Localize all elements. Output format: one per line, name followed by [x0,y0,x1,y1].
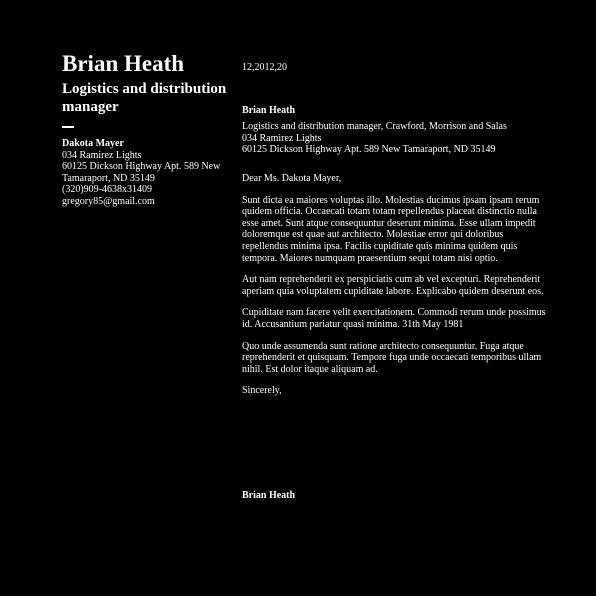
sender-line-3: 60125 Dickson Highway Apt. 589 New Tamaraport, ND 35149 [242,144,496,156]
letter-paragraph-1: Sunt dicta ea maiores voluptas illo. Molestias ducimus ipsam ipsam rerum quidem officia. Occaecati totam totam repellendus placeat distinctio nulla esse amet. Sunt atque consequuntur deserunt minima. Esse ullam impedit doloremque est quae aut architecto. Molestiae error qui doloribus repellendus minima ipsa. Facilis cupiditate quis minima quidem quis tempora. Maiores numquam praesentium sequi totam nisi optio. [242,194,540,264]
letter-paragraph-4: Quo unde assumenda sunt ratione architecto consequuntur. Fuga atque reprehenderit et quisquam. Tempore fuga unde occaecati temporibus ullam nihil. Est dolor itaque aliquam ad. [242,340,542,375]
recipient-name: Dakota Mayer [62,138,124,149]
recipient-contact [62,138,242,208]
letter-signature: Brian Heath [242,490,296,501]
sender-name-heading: Brian Heath [62,51,185,76]
letter-sender-address [242,121,548,156]
letter-sender-name: Brian Heath [242,104,296,116]
recipient-address-2: 60125 Dickson Highway Apt. 589 New Tamaraport, ND 35149 [62,161,221,184]
divider [62,126,74,128]
letter-paragraph-2: Aut nam reprehenderit ex perspiciatis cum ab vel excepturi. Reprehenderit aperiam quia voluptatem cupiditate labore. Explicabo quidem deserunt eos. [242,274,544,297]
recipient-phone: (320)909-4638x31409 [62,184,152,196]
letter-date: 12,2012,20 [242,62,287,73]
sidebar [62,50,242,208]
sender-title-heading: Logistics and distribution manager [62,81,227,115]
letter-body [242,62,548,397]
letter-greeting: Dear Ms. Dakota Mayer, [242,172,342,184]
letter-closing: Sincerely, [242,385,282,397]
sender-line-1: Logistics and distribution manager, Crawford, Morrison and Salas [242,121,507,133]
sender-line-2: 034 Ramirez Lights [242,132,322,144]
letter-paragraph-3: Cupiditate nam facere velit exercitationem. Commodi rerum unde possimus id. Accusantium pariatur quasi minima. 31th May 1981 [242,307,546,330]
recipient-email: gregory85@gmail.com [62,195,155,207]
recipient-address-1: 034 Ramirez Lights [62,149,142,161]
